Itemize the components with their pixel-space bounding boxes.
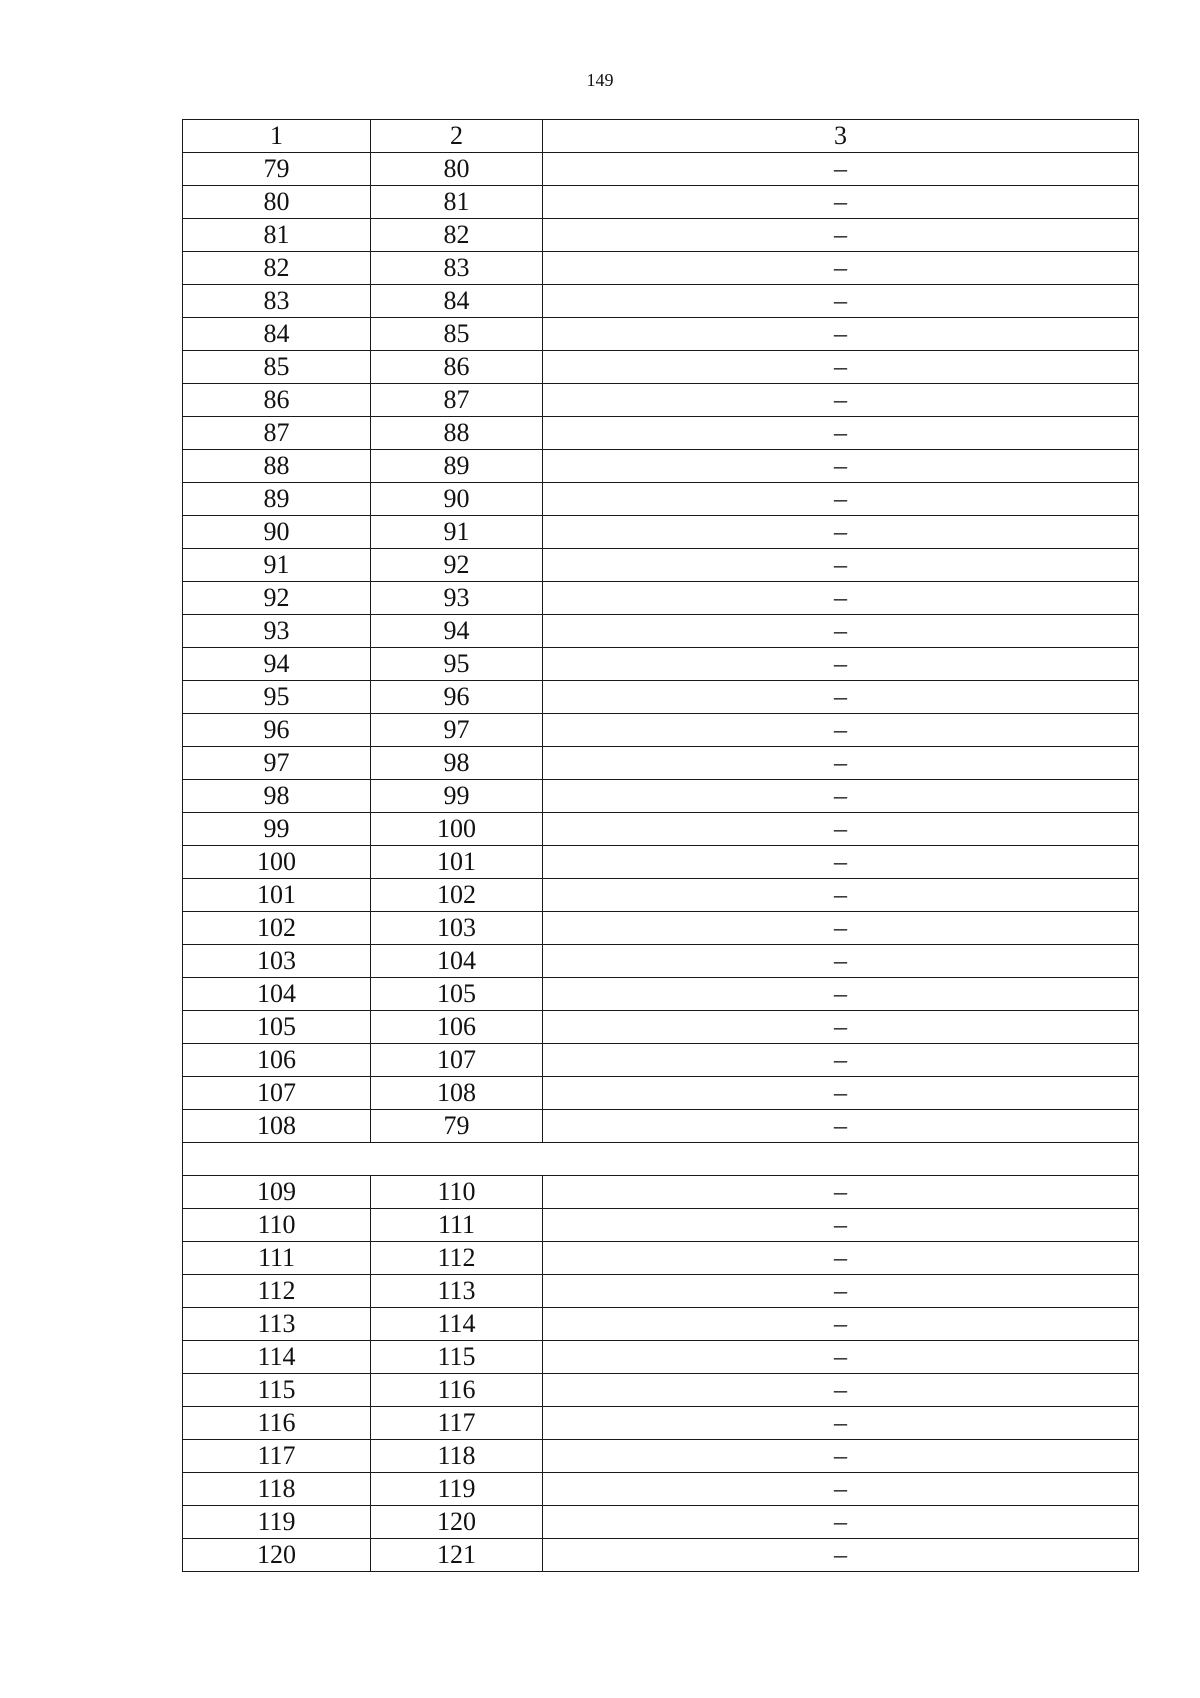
data-table (182, 119, 1139, 1572)
table-cell-col-2: 92 (371, 549, 543, 582)
table-cell-col-1: 101 (183, 879, 371, 912)
table-cell-col-1: 92 (183, 582, 371, 615)
table-cell-col-2: 121 (371, 1539, 543, 1572)
table-cell-col-1: 89 (183, 483, 371, 516)
table-cell-col-3: – (543, 1473, 1139, 1506)
table-cell-col-1: 108 (183, 1110, 371, 1143)
table-cell-col-2: 116 (371, 1374, 543, 1407)
table-cell-col-1: 120 (183, 1539, 371, 1572)
table-row (183, 516, 1139, 549)
column-header-1: 1 (183, 120, 371, 153)
table-cell-col-3: – (543, 945, 1139, 978)
table-cell-col-1: 95 (183, 681, 371, 714)
table-cell-col-3: – (543, 351, 1139, 384)
table-row (183, 1341, 1139, 1374)
table-cell-col-1: 97 (183, 747, 371, 780)
table-row (183, 648, 1139, 681)
table-cell-col-2: 108 (371, 1077, 543, 1110)
table-cell-col-3: – (543, 417, 1139, 450)
table-cell-col-1: 93 (183, 615, 371, 648)
table-cell-col-1: 105 (183, 1011, 371, 1044)
table-cell-col-1: 90 (183, 516, 371, 549)
table-row (183, 1473, 1139, 1506)
table-cell-col-1: 109 (183, 1176, 371, 1209)
page-number: 149 (586, 70, 614, 90)
table-cell-col-3: – (543, 648, 1139, 681)
table-cell-col-2: 80 (371, 153, 543, 186)
table-cell-col-3: – (543, 1275, 1139, 1308)
table-cell-col-3: – (543, 1506, 1139, 1539)
table-cell-col-3: – (543, 1539, 1139, 1572)
table-row (183, 582, 1139, 615)
table-cell-col-3: – (543, 252, 1139, 285)
table-cell-col-1: 83 (183, 285, 371, 318)
table-cell-col-2: 100 (371, 813, 543, 846)
table-row (183, 615, 1139, 648)
section-separator-cell (183, 1143, 1139, 1176)
table-cell-col-3: – (543, 516, 1139, 549)
table-row (183, 1077, 1139, 1110)
table-cell-col-1: 86 (183, 384, 371, 417)
table-cell-col-3: – (543, 747, 1139, 780)
table-row (183, 1407, 1139, 1440)
table-cell-col-3: – (543, 384, 1139, 417)
table-cell-col-1: 96 (183, 714, 371, 747)
table-cell-col-2: 110 (371, 1176, 543, 1209)
table-row (183, 846, 1139, 879)
table-cell-col-2: 96 (371, 681, 543, 714)
table-body (183, 120, 1139, 1572)
table-row (183, 549, 1139, 582)
table-cell-col-2: 103 (371, 912, 543, 945)
table-cell-col-3: – (543, 1077, 1139, 1110)
table-cell-col-2: 119 (371, 1473, 543, 1506)
table-cell-col-2: 113 (371, 1275, 543, 1308)
table-cell-col-3: – (543, 219, 1139, 252)
table-cell-col-2: 86 (371, 351, 543, 384)
table-row (183, 1374, 1139, 1407)
table-cell-col-3: – (543, 1341, 1139, 1374)
table-cell-col-2: 111 (371, 1209, 543, 1242)
table-cell-col-1: 91 (183, 549, 371, 582)
table-cell-col-1: 98 (183, 780, 371, 813)
table-cell-col-1: 114 (183, 1341, 371, 1374)
table-cell-col-1: 84 (183, 318, 371, 351)
table-cell-col-1: 104 (183, 978, 371, 1011)
table-cell-col-2: 114 (371, 1308, 543, 1341)
table-cell-col-2: 79 (371, 1110, 543, 1143)
table-cell-col-1: 82 (183, 252, 371, 285)
table-cell-col-3: – (543, 1407, 1139, 1440)
table-cell-col-2: 87 (371, 384, 543, 417)
table-cell-col-3: – (543, 153, 1139, 186)
table-cell-col-1: 117 (183, 1440, 371, 1473)
table-cell-col-1: 115 (183, 1374, 371, 1407)
table-cell-col-2: 105 (371, 978, 543, 1011)
table-cell-col-1: 100 (183, 846, 371, 879)
table-cell-col-3: – (543, 978, 1139, 1011)
table-cell-col-2: 84 (371, 285, 543, 318)
table-cell-col-1: 88 (183, 450, 371, 483)
table-cell-col-1: 110 (183, 1209, 371, 1242)
table-cell-col-1: 81 (183, 219, 371, 252)
table-cell-col-2: 117 (371, 1407, 543, 1440)
table-cell-col-1: 107 (183, 1077, 371, 1110)
table-row (183, 1308, 1139, 1341)
table-row (183, 153, 1139, 186)
table-row (183, 1275, 1139, 1308)
table-row (183, 285, 1139, 318)
table-cell-col-1: 80 (183, 186, 371, 219)
table-cell-col-2: 81 (371, 186, 543, 219)
table-cell-col-3: – (543, 450, 1139, 483)
table-cell-col-2: 94 (371, 615, 543, 648)
table-cell-col-2: 98 (371, 747, 543, 780)
table-cell-col-3: – (543, 483, 1139, 516)
table-cell-col-2: 82 (371, 219, 543, 252)
table-row (183, 747, 1139, 780)
table-cell-col-3: – (543, 186, 1139, 219)
table-cell-col-1: 111 (183, 1242, 371, 1275)
table-cell-col-1: 87 (183, 417, 371, 450)
table-row (183, 1242, 1139, 1275)
table-cell-col-2: 90 (371, 483, 543, 516)
table-cell-col-3: – (543, 549, 1139, 582)
table-row (183, 219, 1139, 252)
table-cell-col-3: – (543, 780, 1139, 813)
table-row (183, 1176, 1139, 1209)
table-cell-col-3: – (543, 912, 1139, 945)
table-cell-col-3: – (543, 285, 1139, 318)
table-row (183, 681, 1139, 714)
table-cell-col-2: 104 (371, 945, 543, 978)
table-cell-col-3: – (543, 1374, 1139, 1407)
table-cell-col-3: – (543, 582, 1139, 615)
table-cell-col-1: 113 (183, 1308, 371, 1341)
table-cell-col-1: 102 (183, 912, 371, 945)
column-header-3: 3 (543, 120, 1139, 153)
table-row (183, 384, 1139, 417)
table-cell-col-2: 97 (371, 714, 543, 747)
table-cell-col-1: 94 (183, 648, 371, 681)
table-row (183, 813, 1139, 846)
table-cell-col-2: 101 (371, 846, 543, 879)
table-cell-col-3: – (543, 1209, 1139, 1242)
table-header-row (183, 120, 1139, 153)
table-row (183, 186, 1139, 219)
table-cell-col-1: 85 (183, 351, 371, 384)
table-row (183, 1110, 1139, 1143)
table-row (183, 483, 1139, 516)
table-cell-col-3: – (543, 318, 1139, 351)
column-header-2: 2 (371, 120, 543, 153)
table-cell-col-1: 118 (183, 1473, 371, 1506)
table-row (183, 1539, 1139, 1572)
table-row (183, 912, 1139, 945)
table-row (183, 879, 1139, 912)
table-cell-col-1: 119 (183, 1506, 371, 1539)
table-row (183, 318, 1139, 351)
table-cell-col-3: – (543, 1176, 1139, 1209)
section-separator-row (183, 1143, 1139, 1176)
table-cell-col-3: – (543, 1242, 1139, 1275)
table-cell-col-3: – (543, 1308, 1139, 1341)
table-cell-col-3: – (543, 1440, 1139, 1473)
table-cell-col-2: 112 (371, 1242, 543, 1275)
table-row (183, 1011, 1139, 1044)
table-cell-col-1: 99 (183, 813, 371, 846)
table-row (183, 351, 1139, 384)
table-row (183, 252, 1139, 285)
table-row (183, 1440, 1139, 1473)
table-cell-col-2: 91 (371, 516, 543, 549)
table-cell-col-3: – (543, 615, 1139, 648)
table-cell-col-3: – (543, 714, 1139, 747)
table-cell-col-2: 88 (371, 417, 543, 450)
table-cell-col-3: – (543, 681, 1139, 714)
table-cell-col-1: 103 (183, 945, 371, 978)
table-cell-col-2: 95 (371, 648, 543, 681)
table-row (183, 714, 1139, 747)
table-row (183, 978, 1139, 1011)
table-cell-col-3: – (543, 879, 1139, 912)
table-cell-col-3: – (543, 1011, 1139, 1044)
table-cell-col-2: 115 (371, 1341, 543, 1374)
table-row (183, 945, 1139, 978)
table-row (183, 417, 1139, 450)
table-cell-col-2: 102 (371, 879, 543, 912)
table-cell-col-2: 85 (371, 318, 543, 351)
table-cell-col-2: 83 (371, 252, 543, 285)
table-cell-col-2: 106 (371, 1011, 543, 1044)
table-cell-col-2: 118 (371, 1440, 543, 1473)
table-cell-col-2: 120 (371, 1506, 543, 1539)
table-cell-col-2: 99 (371, 780, 543, 813)
table-cell-col-1: 112 (183, 1275, 371, 1308)
table-row (183, 1044, 1139, 1077)
table-cell-col-2: 107 (371, 1044, 543, 1077)
table-cell-col-3: – (543, 813, 1139, 846)
table-row (183, 1209, 1139, 1242)
table-cell-col-3: – (543, 1044, 1139, 1077)
table-row (183, 450, 1139, 483)
table-cell-col-2: 93 (371, 582, 543, 615)
table-cell-col-2: 89 (371, 450, 543, 483)
table-cell-col-1: 79 (183, 153, 371, 186)
table-row (183, 780, 1139, 813)
table-row (183, 1506, 1139, 1539)
table-cell-col-3: – (543, 846, 1139, 879)
table-cell-col-3: – (543, 1110, 1139, 1143)
table-cell-col-1: 106 (183, 1044, 371, 1077)
table-cell-col-1: 116 (183, 1407, 371, 1440)
